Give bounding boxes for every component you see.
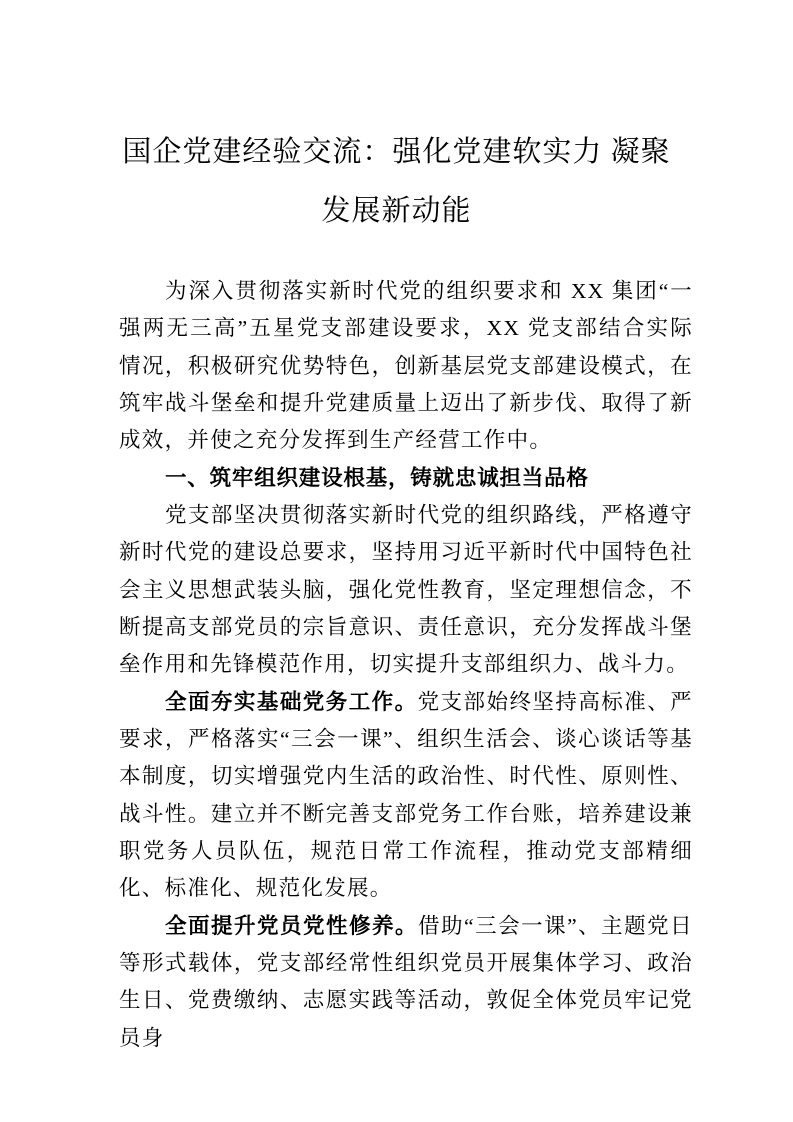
- section-1-heading: 一、筑牢组织建设根基，铸就忠诚担当品格: [165, 465, 589, 490]
- paragraph-2-text: 党支部始终坚持高标准、严要求，严格落实“三会一课”、组织生活会、谈心谈话等基本制度，切实增强党内生活的政治性、时代性、原则性、战斗性。建立并不断完善支部党务工作台账，培养建设兼职党务人员队伍，规范日常工作流程，推动党支部精细化、标准化、规范化发展。: [119, 689, 693, 901]
- paragraph-3-lead: 全面提升党员党性修养。: [165, 913, 419, 938]
- paragraph-2-lead: 全面夯实基础党务工作。: [165, 689, 418, 714]
- section-1-paragraph-1: 党支部坚决贯彻落实新时代党的组织路线，严格遵守新时代党的建设总要求，坚持用习近平新时代中国特色社会主义思想武装头脑，强化党性教育，坚定理想信念，不断提高支部党员的宗旨意识、责任意识，充分发挥战斗堡垒作用和先锋模范作用，切实提升支部组织力、战斗力。: [119, 502, 693, 677]
- section-1-paragraph-3: [119, 908, 693, 1057]
- paragraph-3-text: 借助“三会一课”、主题党日等形式载体，党支部经常性组织党员开展集体学习、政治生日、党费缴纳、志愿实践等活动，敦促全体党员牢记党员身: [119, 913, 693, 1050]
- title-line-2: 发展新动能: [321, 195, 472, 227]
- title-line-1: 国企党建经验交流：强化党建软实力 凝聚: [122, 136, 671, 168]
- section-1-paragraph-2: [119, 684, 693, 908]
- document-body: [119, 273, 693, 1057]
- document-title: [0, 0, 793, 241]
- intro-paragraph: 为深入贯彻落实新时代党的组织要求和 XX 集团“一强两无三高”五星党支部建设要求，XX 党支部结合实际情况，积极研究优势特色，创新基层党支部建设模式，在筑牢战斗堡垒和提升党建质量上迈出了新步伐、取得了新成效，并使之充分发挥到生产经营工作中。: [119, 279, 693, 453]
